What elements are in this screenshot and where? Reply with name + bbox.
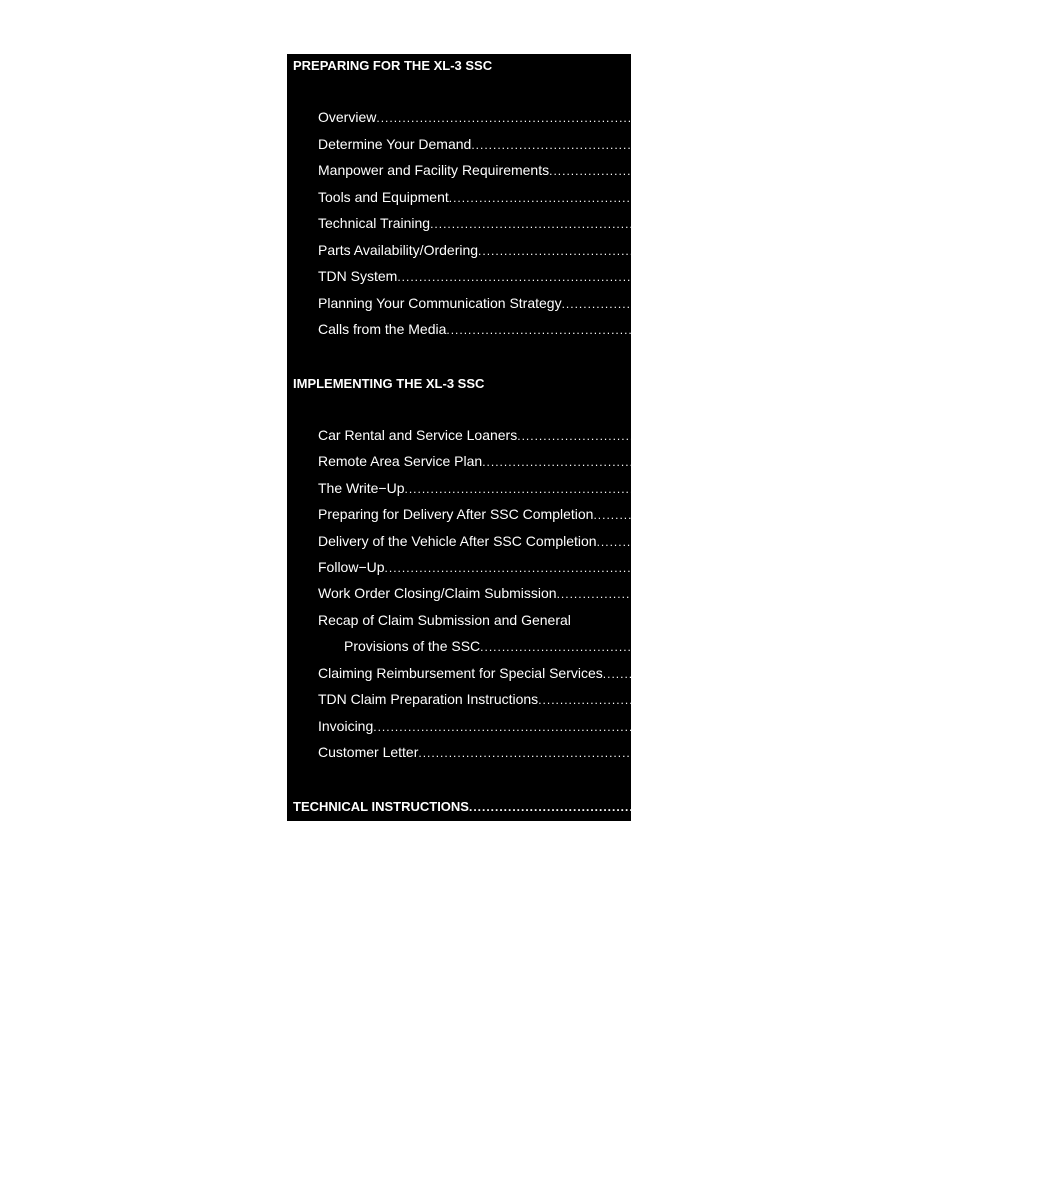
- toc-entry-label: Claiming Reimbursement for Special Services: [318, 665, 603, 681]
- dot-leader: ........................................................................................................: [430, 217, 881, 231]
- dot-leader: ........................................................................................................: [549, 164, 1000, 178]
- toc-entry-determine-demand[interactable]: [318, 136, 923, 152]
- dot-leader: ........................................................................................................: [561, 297, 1013, 311]
- toc-entry-recap-line1[interactable]: Recap of Claim Submission and General: [318, 612, 571, 628]
- toc-entry-label: Preparing for Delivery After SSC Completion: [318, 506, 594, 522]
- toc-entry-label: Tools and Equipment: [318, 189, 449, 205]
- toc-entry-label: Determine Your Demand: [318, 136, 472, 152]
- toc-entry-work-order[interactable]: [318, 585, 1008, 601]
- toc-entry-label: Provisions of the SSC: [344, 638, 481, 654]
- toc-entry-label: Technical Training: [318, 215, 431, 231]
- dot-leader: ........................................................................................................: [418, 746, 870, 760]
- dot-leader: ........................................................................................................: [480, 640, 931, 654]
- dot-leader: ........................................................................................................: [602, 667, 1054, 681]
- section-heading-implementing: IMPLEMENTING THE XL-3 SSC: [293, 376, 485, 391]
- toc-entry-label: TDN System: [318, 268, 398, 284]
- toc-entry-label: Car Rental and Service Loaners: [318, 427, 518, 443]
- toc-entry-manpower[interactable]: [318, 162, 1000, 178]
- section-heading-technical: TECHNICAL INSTRUCTIONS: [293, 799, 469, 814]
- dot-leader: ........................................................................................................: [376, 111, 828, 125]
- dot-leader: ........................................................................................................: [448, 191, 900, 205]
- toc-entry-remote-area[interactable]: [318, 453, 933, 469]
- toc-entry-tdn-claim[interactable]: [318, 691, 989, 707]
- section-heading-preparing: PREPARING FOR THE XL-3 SSC: [293, 58, 493, 73]
- dot-leader: ........................................................................................................: [471, 138, 923, 152]
- toc-entry-label: Follow−Up: [318, 559, 385, 575]
- toc-entry-parts[interactable]: [318, 242, 929, 258]
- toc-entry-tdn-system[interactable]: [318, 268, 849, 284]
- toc-entry-follow-up[interactable]: [318, 559, 836, 575]
- toc-entry-delivery-vehicle[interactable]: [318, 533, 1048, 549]
- dot-leader: ........................................................................................................: [593, 508, 1045, 522]
- toc-entry-technical-instructions[interactable]: [293, 799, 920, 814]
- toc-entry-label: Invoicing: [318, 718, 374, 734]
- toc-entry-label: TDN Claim Preparation Instructions: [318, 691, 539, 707]
- toc-entry-communication[interactable]: [318, 295, 1013, 311]
- toc-entry-label: Remote Area Service Plan: [318, 453, 483, 469]
- dot-leader: ........................................................................................................: [538, 693, 989, 707]
- table-of-contents: [287, 54, 1054, 821]
- dot-leader: ........................................................................................................: [373, 720, 824, 734]
- dot-leader: ........................................................................................................: [384, 561, 836, 575]
- toc-entry-label: The Write−Up: [318, 480, 405, 496]
- dot-leader: ........................................................................................................: [468, 800, 920, 814]
- dot-leader: ........................................................................................................: [397, 270, 849, 284]
- dot-leader: ........................................................................................................: [517, 429, 968, 443]
- dot-leader: ........................................................................................................: [556, 587, 1008, 601]
- dot-leader: ........................................................................................................: [446, 323, 898, 337]
- toc-entry-preparing-delivery[interactable]: [318, 506, 1045, 522]
- toc-entry-overview[interactable]: [318, 109, 828, 125]
- toc-entry-label: Planning Your Communication Strategy: [318, 295, 562, 311]
- toc-entry-customer-letter[interactable]: [318, 744, 870, 760]
- toc-entry-recap-line2[interactable]: [344, 638, 931, 654]
- dot-leader: ........................................................................................................: [478, 244, 929, 258]
- toc-entry-label: Customer Letter: [318, 744, 419, 760]
- toc-entry-label: Calls from the Media: [318, 321, 447, 337]
- toc-entry-media[interactable]: [318, 321, 898, 337]
- toc-entry-label: Delivery of the Vehicle After SSC Completion: [318, 533, 597, 549]
- toc-entry-tools[interactable]: [318, 189, 900, 205]
- dot-leader: ........................................................................................................: [596, 535, 1048, 549]
- toc-entry-label: Parts Availability/Ordering: [318, 242, 479, 258]
- toc-entry-reimbursement[interactable]: [318, 665, 1054, 681]
- toc-entry-invoicing[interactable]: [318, 718, 824, 734]
- toc-entry-write-up[interactable]: [318, 480, 856, 496]
- dot-leader: ........................................................................................................: [404, 482, 856, 496]
- toc-entry-label: Work Order Closing/Claim Submission: [318, 585, 557, 601]
- toc-entry-label: Overview: [318, 109, 377, 125]
- toc-entry-label: Manpower and Facility Requirements: [318, 162, 550, 178]
- toc-entry-car-rental[interactable]: [318, 427, 968, 443]
- toc-entry-training[interactable]: [318, 215, 881, 231]
- dot-leader: ........................................................................................................: [482, 455, 933, 469]
